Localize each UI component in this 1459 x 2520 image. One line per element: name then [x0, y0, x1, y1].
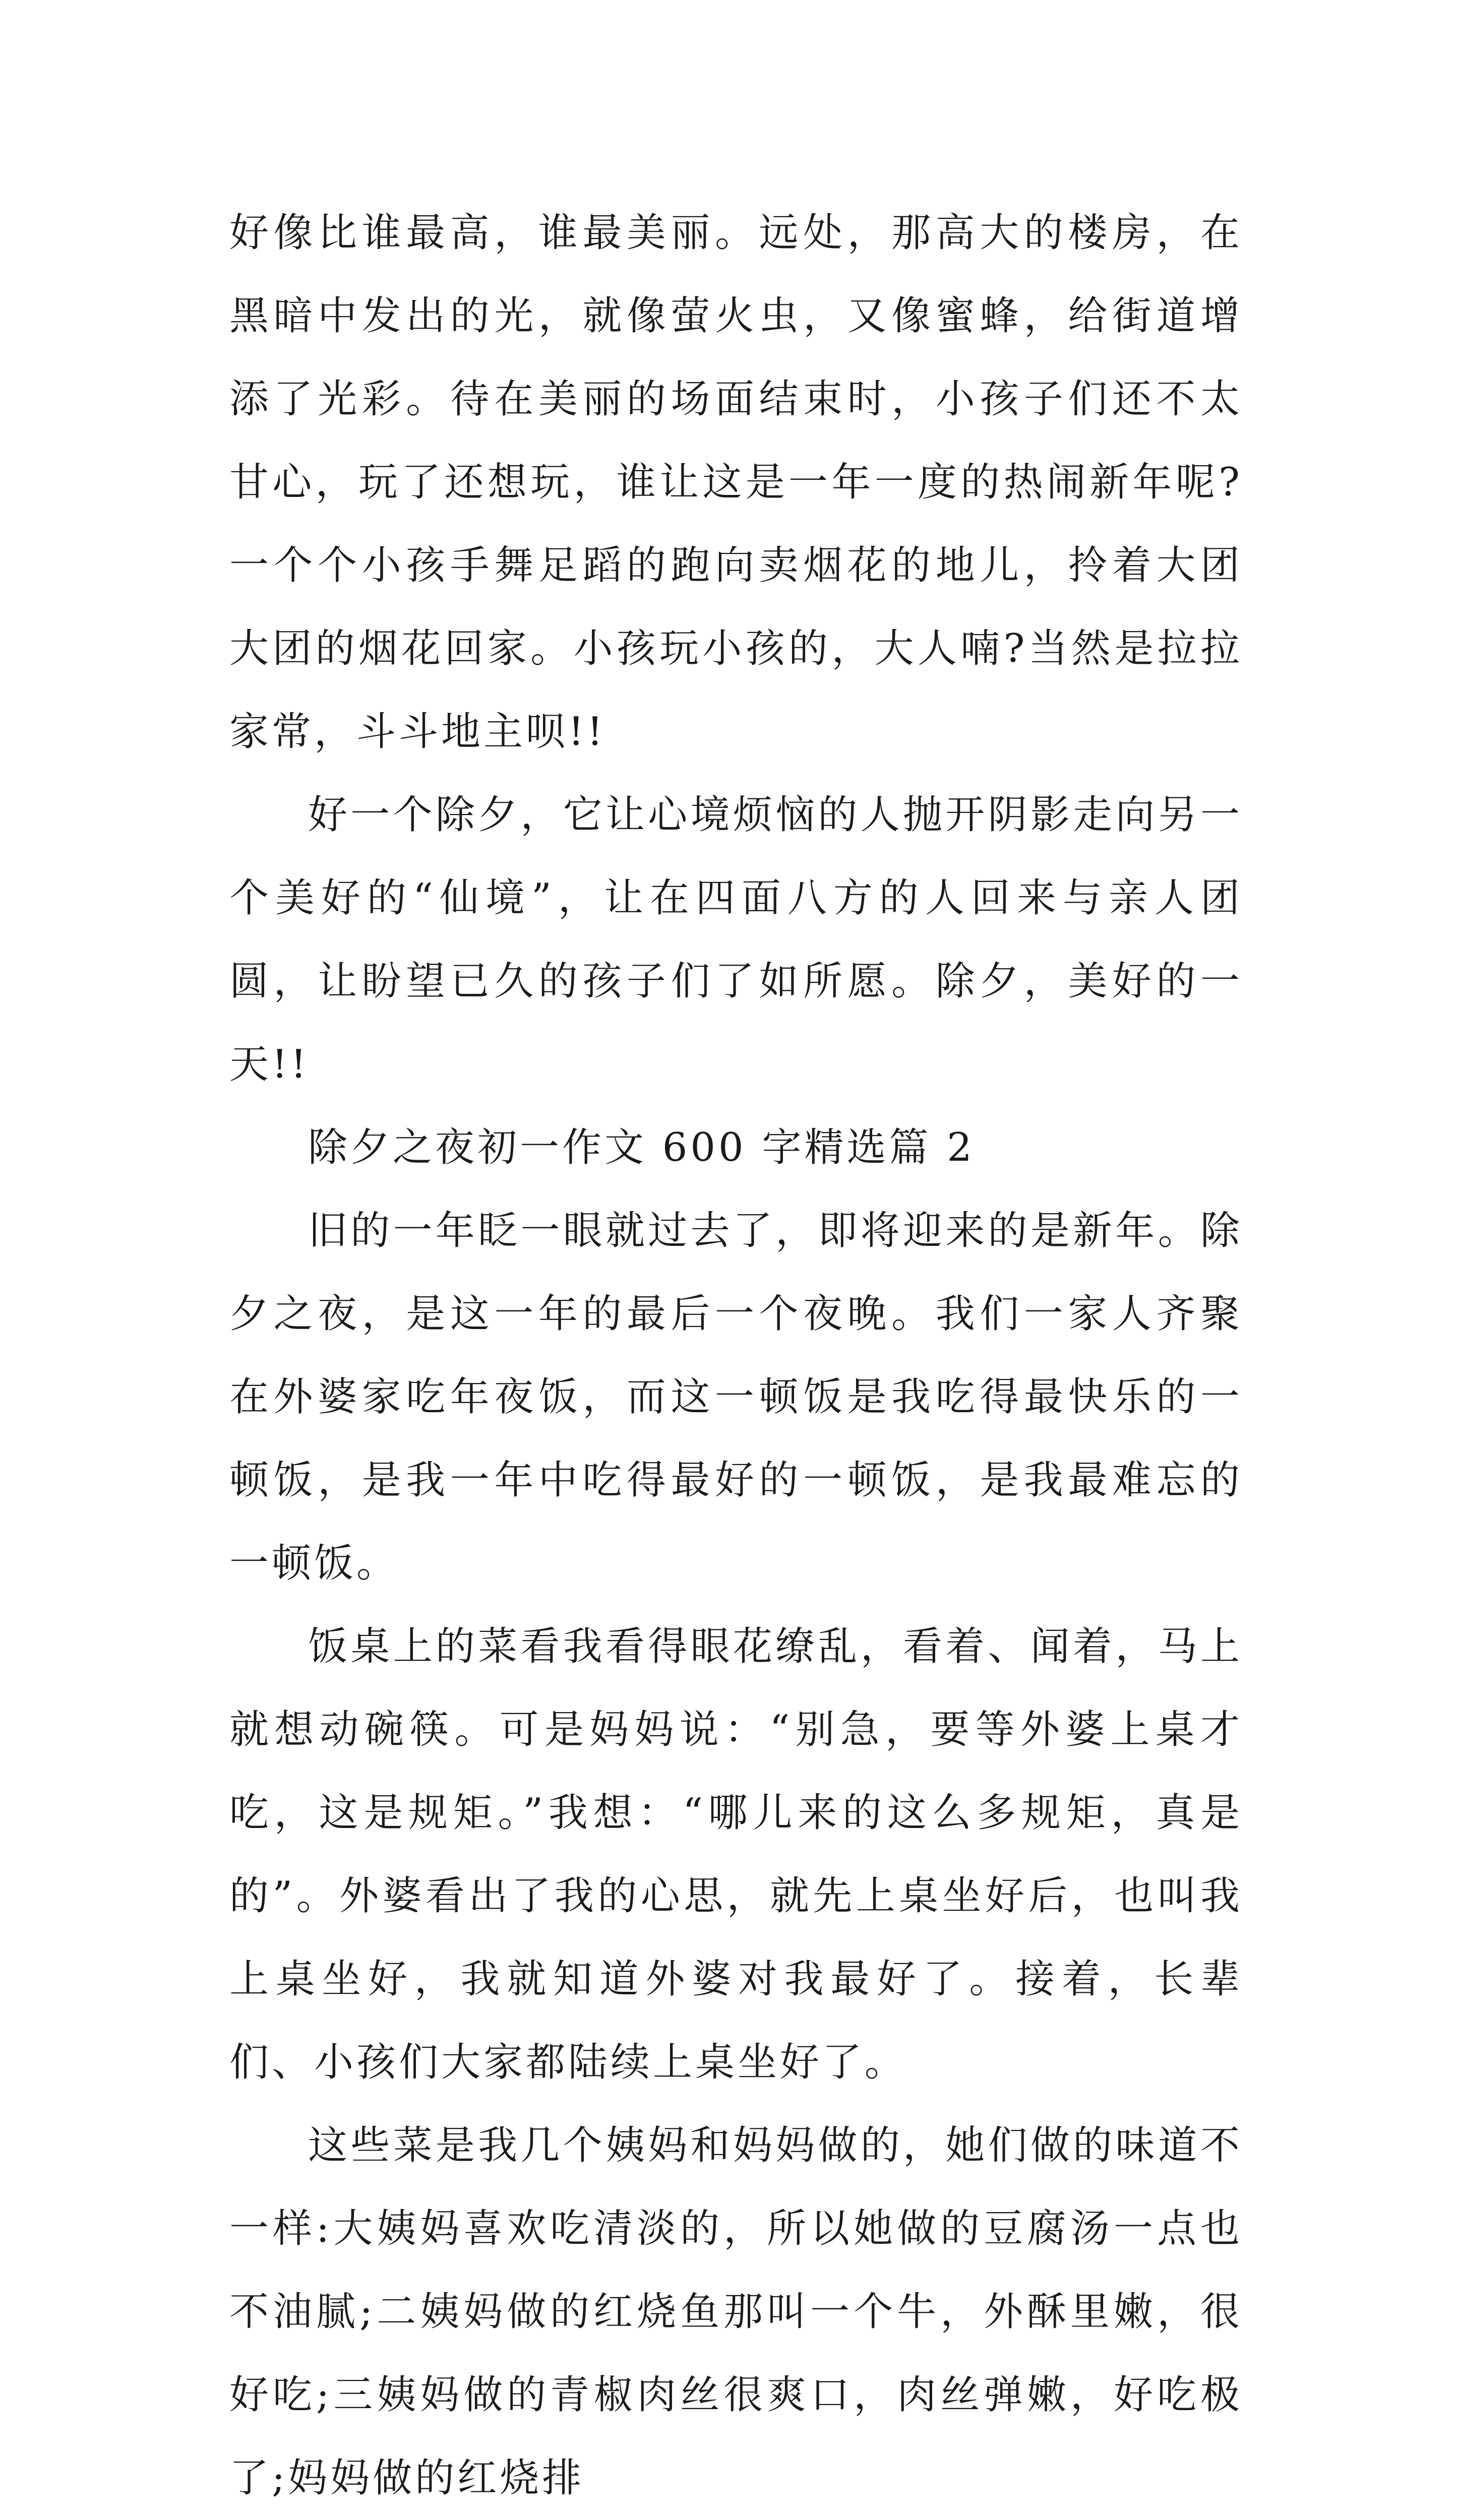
paragraph: 好像比谁最高，谁最美丽。远处，那高大的楼房，在黑暗中发出的光，就像萤火虫，又像蜜蜂，给街道增添了光彩。待在美丽的场面结束时，小孩子们还不太甘心，玩了还想玩，谁让这是一年一度的热闹新年呢?一个个小孩手舞足蹈的跑向卖烟花的地儿，拎着大团大团的烟花回家。小孩玩小孩的，大人喃?当然是拉拉家常，斗斗地主呗!!	[229, 210, 1243, 754]
section-heading: 除夕之夜初一作文 600 字精选篇 2	[308, 1125, 975, 1170]
paragraph: 这些菜是我几个姨妈和妈妈做的，她们做的味道不一样:大姨妈喜欢吃清淡的，所以她做的豆腐汤一点也不油腻;二姨妈做的红烧鱼那叫一个牛，外酥里嫩，很好吃;三姨妈做的青椒肉丝很爽口，肉丝弹嫩，好吃极了;妈妈做的红烧排	[229, 2123, 1243, 2501]
document-body	[229, 192, 1243, 2520]
paragraph: 饭桌上的菜看我看得眼花缭乱，看着、闻着，马上就想动碗筷。可是妈妈说：“别急，要等外婆上桌才吃，这是规矩。”我想：“哪儿来的这么多规矩，真是的”。外婆看出了我的心思，就先上桌坐好后，也叫我上桌坐好，我就知道外婆对我最好了。接着，长辈们、小孩们大家都陆续上桌坐好了。	[229, 1624, 1243, 2085]
paragraph: 好一个除夕，它让心境烦恼的人抛开阴影走向另一个美好的“仙境”，让在四面八方的人回来与亲人团圆，让盼望已久的孩子们了如所愿。除夕，美好的一天!!	[229, 792, 1243, 1087]
paragraph: 旧的一年眨一眼就过去了，即将迎来的是新年。除夕之夜，是这一年的最后一个夜晚。我们一家人齐聚在外婆家吃年夜饭，而这一顿饭是我吃得最快乐的一顿饭，是我一年中吃得最好的一顿饭，是我最难忘的一顿饭。	[229, 1208, 1243, 1586]
